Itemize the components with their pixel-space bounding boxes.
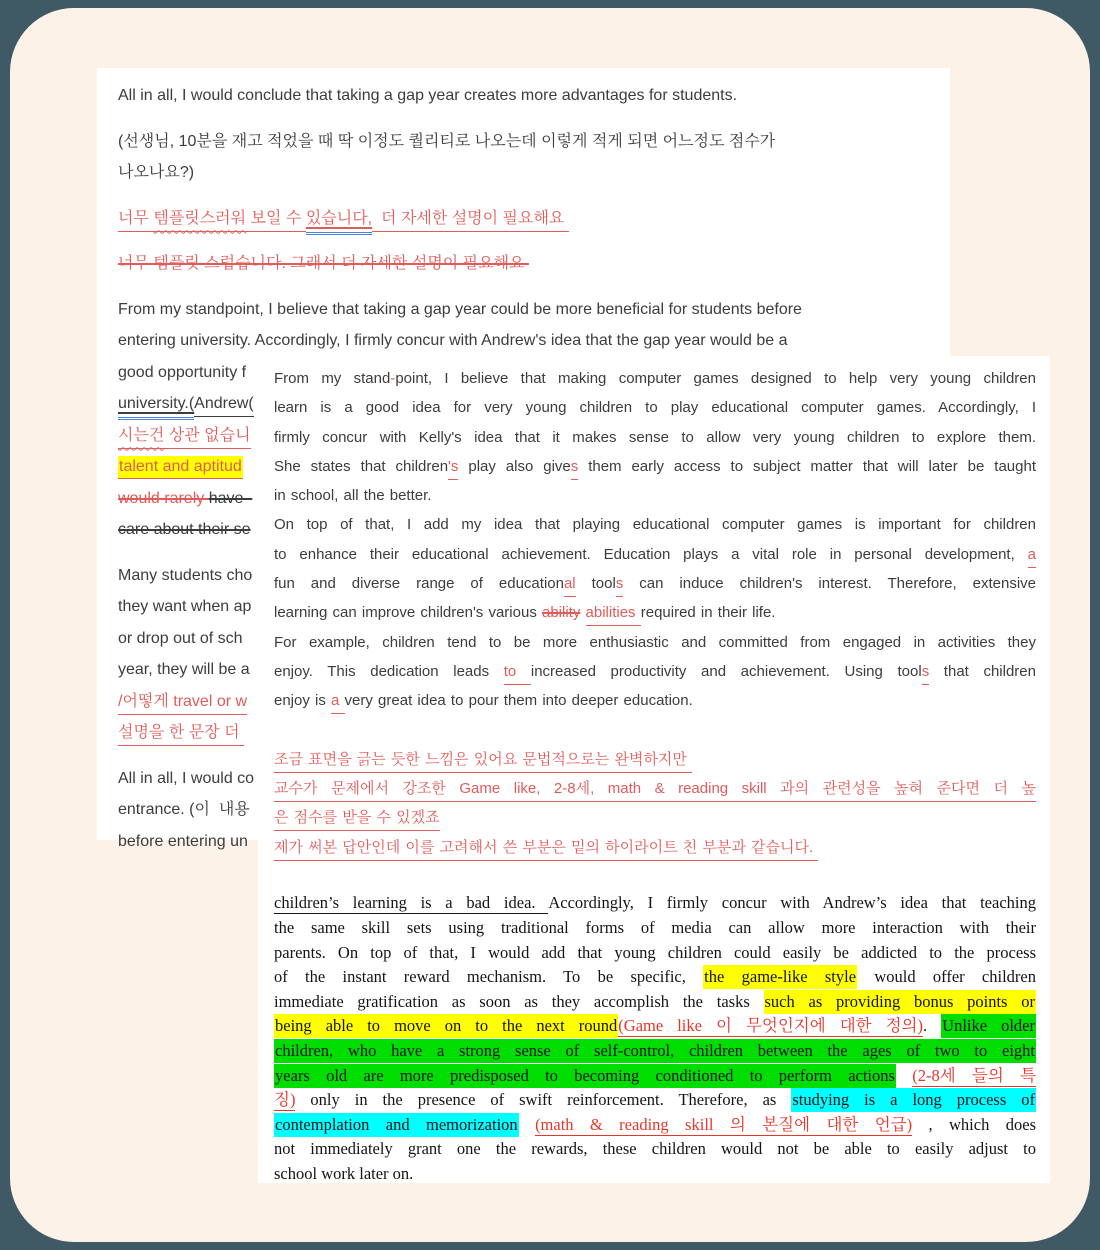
annotation-run: 's xyxy=(448,458,458,480)
annotation-run: 있습니다, xyxy=(306,210,372,235)
annotation-run: 시는건 xyxy=(118,427,164,449)
text-run: in school, all the better. xyxy=(274,487,432,505)
annotation-run: (math & reading skill 의 본질에 대한 언급) xyxy=(535,1114,913,1134)
text-run: children, who have a strong sense of self-control, children between the ages of two to eight xyxy=(274,1039,1036,1063)
text-line xyxy=(274,862,1036,891)
annotation-run: (Game like 이 무엇인지에 대한 정의) xyxy=(618,1016,923,1036)
annotation-run: a xyxy=(1028,546,1036,568)
text-run: From my stand xyxy=(274,370,391,387)
text-line xyxy=(274,745,1036,774)
text-run: very great idea to pour them into deeper education. xyxy=(344,692,693,710)
text-line xyxy=(118,203,932,235)
paragraph xyxy=(118,80,932,112)
text-run: before entering un xyxy=(118,832,248,850)
text-run: increased productivity and achievement. Using tool xyxy=(530,662,922,680)
text-run: Accordingly, I firmly concur with Andrew’s idea that teaching xyxy=(548,893,1036,913)
annotation-run: s xyxy=(571,458,579,480)
text-run: fun and diverse range of education xyxy=(274,575,564,593)
text-run: them early access to subject matter that will later be taught xyxy=(578,457,1036,475)
annotation-run: s xyxy=(922,663,930,685)
text-run: to enhance their educational achievement. Education plays a vital role in personal development, xyxy=(274,545,1028,563)
text-run: , which does xyxy=(912,1114,1036,1134)
text-run: they want when ap xyxy=(118,598,252,615)
text-run: such as providing bonus points or xyxy=(764,990,1036,1014)
text-run: only in the presence of swift reinforcement. Therefore, as xyxy=(295,1090,792,1110)
text-line xyxy=(274,803,1036,832)
text-run: tool xyxy=(575,575,616,593)
text-line xyxy=(118,294,932,326)
text-run: All in all, I would conclude that taking a gap year creates more advantages for students. xyxy=(118,87,738,104)
annotation-run: al xyxy=(564,575,576,597)
text-run: school work later on. xyxy=(274,1163,414,1183)
right-page-essay-and-feedback xyxy=(274,364,1036,891)
text-run: learn is a good idea for very young children to play educational computer games. Accordingly, I xyxy=(274,399,1036,417)
text-run: learning can improve children's various xyxy=(274,604,542,622)
text-run: immediate gratification as soon as they accomplish the tasks xyxy=(274,991,764,1011)
text-line xyxy=(274,965,1036,990)
text-run: required in their life. xyxy=(640,604,776,622)
document-page-right xyxy=(258,356,1050,1183)
text-line xyxy=(274,481,1036,510)
annotation-run: 더 자세한 설명이 필요해요 xyxy=(372,210,569,232)
text-line xyxy=(274,569,1036,598)
text-run: On top of that, I add my idea that playing educational computer games is important for children xyxy=(274,516,1036,534)
paragraph xyxy=(118,126,932,189)
text-run: entering university. Accordingly, I firmly concur with Andrew's idea that the gap year would be a xyxy=(118,332,788,349)
text-run: All in all, I would co xyxy=(118,769,255,787)
annotation-run: s xyxy=(616,575,624,597)
text-line xyxy=(118,80,932,112)
text-line xyxy=(274,657,1036,686)
text-run: From my standpoint, I believe that taking a gap year could be more beneficial for students before xyxy=(118,300,802,318)
text-line xyxy=(274,598,1036,627)
text-line xyxy=(274,891,1036,916)
text-line xyxy=(118,126,932,158)
annotation-run: talent and aptitud xyxy=(118,456,243,479)
text-run: not immediately grant one the rewards, these children would not be able to easily adjust to xyxy=(274,1139,1036,1159)
text-run xyxy=(896,1066,912,1085)
annotation-run: 제가 써본 답안인데 이를 고려해서 쓴 부분은 밑의 하이라이트 친 부분과 같습니다. xyxy=(274,839,818,861)
text-line xyxy=(118,248,932,280)
text-run: children’s learning is a bad idea. xyxy=(274,893,549,913)
text-line xyxy=(274,1162,1036,1187)
paragraph xyxy=(118,203,932,235)
text-run: can induce children's interest. Therefore, extensive xyxy=(623,575,1037,593)
text-line xyxy=(274,393,1036,422)
text-line xyxy=(274,1064,1036,1089)
annotation-run: 템플릿스러워 xyxy=(153,210,246,232)
text-line xyxy=(274,833,1036,862)
text-run: 나오나요?) xyxy=(118,164,195,181)
text-line xyxy=(274,1088,1036,1113)
annotation-run: a xyxy=(331,692,345,714)
annotation-run: ability xyxy=(542,604,581,622)
text-run: being able to move on to the next round xyxy=(274,1014,618,1038)
annotation-run: abilities xyxy=(586,604,641,626)
text-run: contemplation and memorization xyxy=(274,1113,519,1137)
paragraph xyxy=(118,248,932,280)
text-run: Unlike older xyxy=(941,1014,1036,1038)
text-run: year, they will be a xyxy=(118,661,250,678)
text-run: of the instant reward mechanism. To be specific, xyxy=(274,967,704,987)
text-run: enjoy is xyxy=(274,692,332,710)
text-run: entrance. (이 내용 xyxy=(118,801,250,818)
text-line xyxy=(274,452,1036,481)
annotation-run: 조금 표면을 긁는 듯한 느낌은 있어요 문법적으로는 완벽하지만 xyxy=(274,751,692,773)
annotation-run: to xyxy=(504,663,531,685)
text-run: play also give xyxy=(458,457,571,475)
annotation-run: 상관 없습니 xyxy=(164,427,250,449)
text-run: the same skill sets using traditional forms of media can allow more interaction with their xyxy=(274,917,1036,937)
text-line xyxy=(274,1014,1036,1039)
annotation-run: would rarely xyxy=(118,489,209,507)
text-run xyxy=(580,604,585,621)
text-run: (선생님, 10분을 재고 적었을 때 딱 이정도 퀄리티로 나오는데 이렇게 적게 되면 어느정도 점수가 xyxy=(118,132,776,150)
text-run: care about their se xyxy=(118,521,251,538)
text-run: would offer children xyxy=(857,967,1036,987)
text-line xyxy=(274,540,1036,569)
text-line xyxy=(274,716,1036,745)
text-run: enjoy. This dedication leads xyxy=(274,662,504,680)
text-line xyxy=(274,628,1036,657)
text-line xyxy=(274,1137,1036,1162)
annotation-run: 설명을 한 문장 더 xyxy=(118,724,244,746)
text-line xyxy=(274,1039,1036,1064)
text-run: . xyxy=(922,1016,942,1036)
text-line xyxy=(274,364,1036,393)
annotation-run: 은 점수를 받을 수 있겠죠 xyxy=(274,809,440,831)
text-run: or drop out of sch xyxy=(118,629,243,647)
annotation-run: 교수가 문제에서 강조한 Game like, 2-8세, math & reading skill 과의 관련성을 높혀 준다면 더 높 xyxy=(274,780,1036,802)
text-run: Andrew( xyxy=(194,395,254,417)
text-line xyxy=(274,510,1036,539)
text-run: For example, children tend to be more enthusiastic and committed from engaged in activities they xyxy=(274,633,1036,651)
text-line xyxy=(118,157,932,189)
text-run xyxy=(519,1115,535,1134)
background-card xyxy=(10,8,1090,1242)
right-page-highlighted-answer xyxy=(274,891,1036,1186)
text-run: university.( xyxy=(118,395,194,420)
text-line xyxy=(274,916,1036,941)
text-run: good opportunity f xyxy=(118,363,247,381)
text-line xyxy=(118,325,932,357)
annotation-run: 너무 xyxy=(118,210,153,232)
text-run: Many students cho xyxy=(118,566,253,584)
text-line xyxy=(274,990,1036,1015)
text-line xyxy=(274,941,1036,966)
annotation-run: (2-8세 들의 특 xyxy=(912,1065,1037,1085)
annotation-run: - xyxy=(390,370,396,387)
text-run: point, I believe that making computer games designed to help very young children xyxy=(395,370,1036,387)
text-line xyxy=(274,1113,1036,1138)
annotation-run: 너무 템플릿 스럽습니다. 그래서 더 자세한 설명이 필요해요 xyxy=(118,255,529,272)
text-run: firmly concur with Kelly's idea that it makes sense to allow very young children to explore them. xyxy=(274,428,1036,446)
text-run: that children xyxy=(929,662,1036,680)
text-run: studying is a long process of xyxy=(791,1088,1036,1112)
text-line xyxy=(274,423,1036,452)
text-run: have xyxy=(208,489,253,507)
annotation-run: 보일 수 xyxy=(246,210,306,232)
text-line xyxy=(274,686,1036,715)
text-line xyxy=(274,774,1036,803)
annotation-run: /어떻게 travel or w xyxy=(118,693,247,715)
text-run: years old are more predisposed to becoming conditioned to perform actions xyxy=(274,1064,896,1088)
text-run: the game-like style xyxy=(703,965,857,989)
text-run: parents. On top of that, I would add that young children could easily be addicted to the process xyxy=(274,942,1036,962)
text-run: She states that children xyxy=(274,457,449,475)
annotation-run: 징) xyxy=(274,1090,296,1110)
